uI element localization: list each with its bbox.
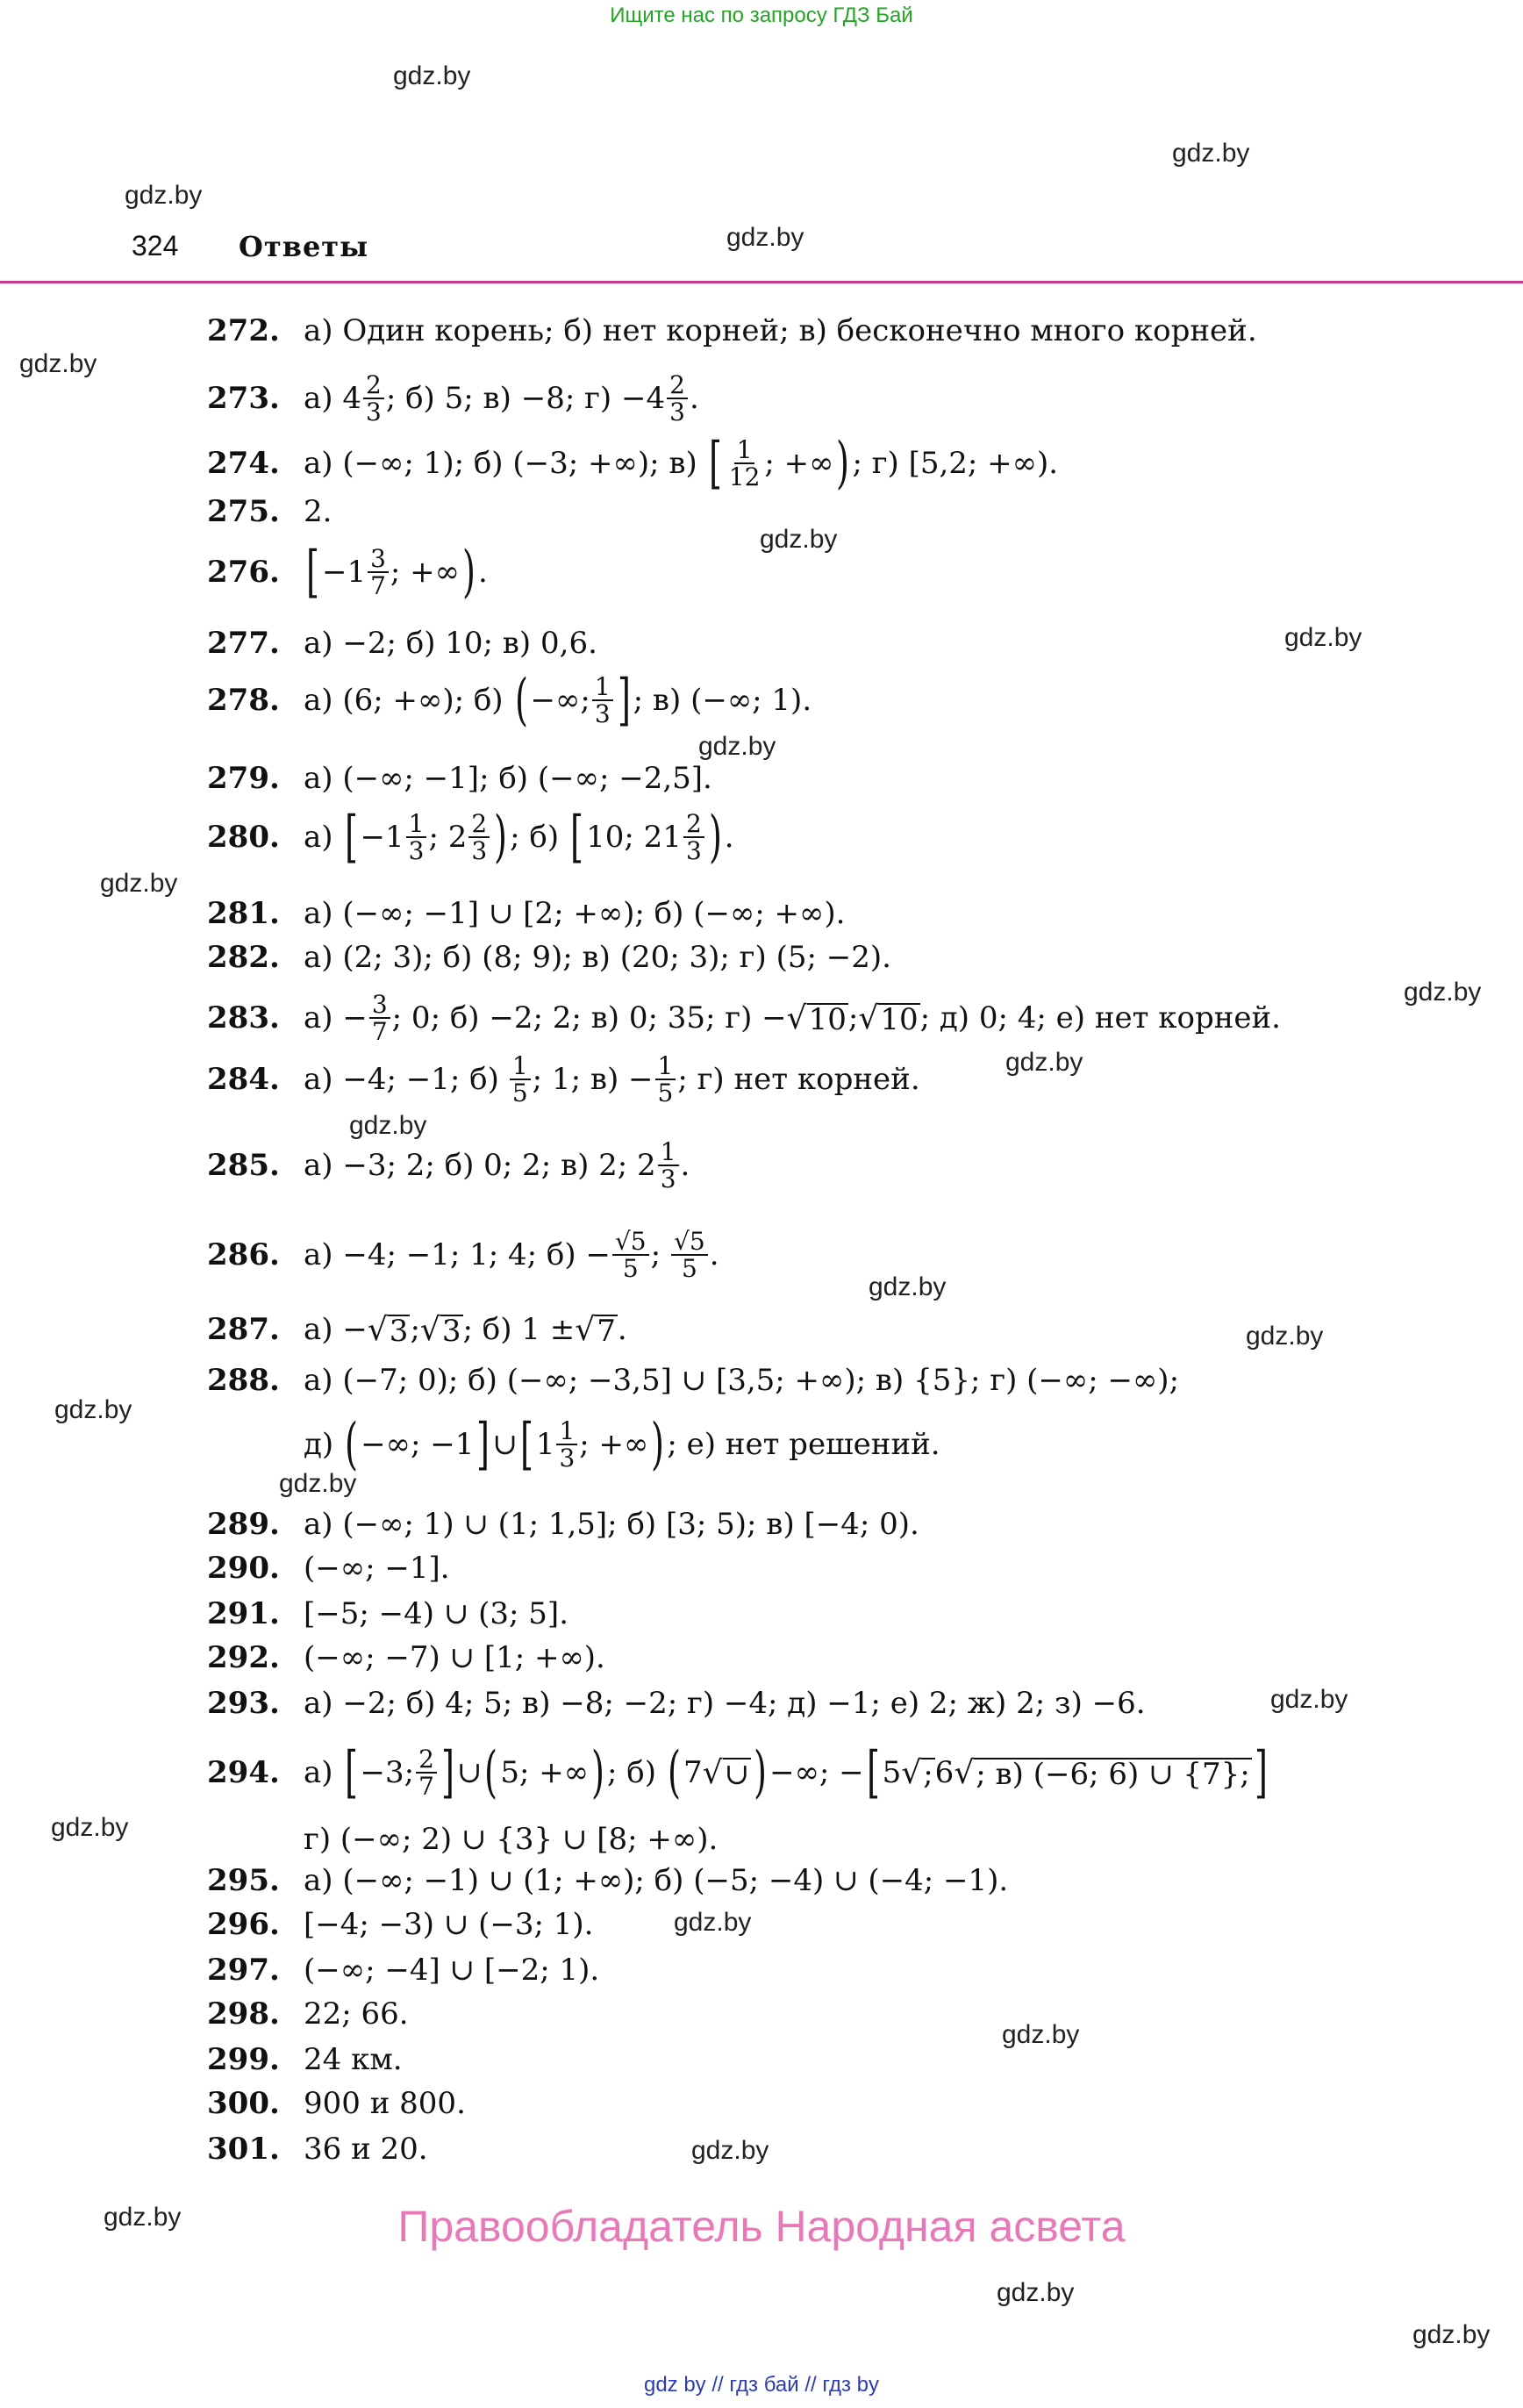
answer-text: [−4; −3) ∪ (−3; 1). xyxy=(304,1907,594,1942)
answer-number: 278. xyxy=(207,683,280,719)
watermark: gdz.by xyxy=(19,349,97,378)
answer-294-continuation xyxy=(304,1822,718,1857)
square-root: √ ; в) (−6; 6) ∪ {7}; xyxy=(954,1755,1250,1793)
answer-text: . xyxy=(477,555,488,591)
watermark: gdz.by xyxy=(279,1469,357,1498)
bracket: ) xyxy=(461,539,475,605)
answer-text: ; +∞ xyxy=(579,1427,649,1463)
bracket: ) xyxy=(708,804,722,870)
answer-text: −3; xyxy=(360,1755,415,1791)
answer-301 xyxy=(207,2132,428,2167)
bracket: [ xyxy=(708,430,722,496)
answer-text: ; в) (−∞; 1). xyxy=(633,683,812,719)
answer-text: а) −4; −1; 1; 4; б) − xyxy=(304,1237,611,1273)
answer-text: а) (6; +∞); б) xyxy=(304,683,504,719)
answer-276 xyxy=(207,539,488,605)
watermark: gdz.by xyxy=(760,525,838,554)
answer-text: −∞; xyxy=(530,683,590,719)
answer-282 xyxy=(207,940,891,975)
answer-296 xyxy=(207,1907,594,1942)
answer-number: 291. xyxy=(207,1596,280,1631)
answer-text: а) −2; б) 10; в) 0,6. xyxy=(304,626,597,661)
answer-text: ; +∞ xyxy=(390,555,460,591)
answer-text: [−5; −4) ∪ (3; 5]. xyxy=(304,1596,568,1631)
answer-text: ; б) xyxy=(510,820,560,856)
answer-number: 300. xyxy=(207,2086,280,2121)
answer-number: 281. xyxy=(207,896,280,931)
answer-text: а) (−∞; −1]; б) (−∞; −2,5]. xyxy=(304,761,712,796)
answer-text: 24 км. xyxy=(304,2042,403,2077)
fraction: $\frac{1}{5}$ xyxy=(655,1053,676,1107)
answer-text: −1 xyxy=(360,820,404,856)
answer-text: . xyxy=(724,820,734,856)
answer-294 xyxy=(207,1739,1270,1805)
answer-291 xyxy=(207,1596,568,1631)
answer-275 xyxy=(207,494,332,529)
watermark: gdz.by xyxy=(1002,2020,1080,2049)
answer-number: 299. xyxy=(207,2042,280,2077)
answer-text: 900 и 800. xyxy=(304,2086,466,2121)
answer-number: 279. xyxy=(207,761,280,796)
answer-290 xyxy=(207,1551,450,1586)
answer-274 xyxy=(207,430,1059,496)
answer-text: ; б) xyxy=(607,1755,657,1791)
copyright-owner: Правообладатель Народная асвета xyxy=(397,2202,1126,2251)
answer-number: 274. xyxy=(207,446,280,482)
answer-number: 287. xyxy=(207,1312,280,1347)
answer-text: а) (−∞; −1] ∪ [2; +∞); б) (−∞; +∞). xyxy=(304,896,846,931)
answer-299 xyxy=(207,2042,403,2077)
watermark: gdz.by xyxy=(51,1813,129,1842)
answer-293 xyxy=(207,1686,1146,1721)
watermark: gdz.by xyxy=(726,223,804,252)
answer-number: 298. xyxy=(207,1996,280,2032)
answer-288 xyxy=(207,1363,1180,1398)
answer-number: 273. xyxy=(207,381,280,417)
answer-283 xyxy=(207,992,1281,1045)
answer-272 xyxy=(207,313,1257,348)
footer-links[interactable]: gdz by // гдз бай // гдз by xyxy=(643,2373,880,2397)
answer-text: ; xyxy=(410,1312,420,1347)
fraction: $\frac{2}{7}$ xyxy=(416,1746,437,1800)
fraction: $\frac{2}{3}$ xyxy=(468,811,490,864)
answer-number: 288. xyxy=(207,1363,280,1398)
square-root: √ 7 xyxy=(575,1312,616,1349)
answer-text: . xyxy=(709,1237,719,1273)
answer-text: а) − xyxy=(304,1312,368,1347)
fraction: $\frac{1}{12}$ xyxy=(728,435,761,492)
answer-text: 36 и 20. xyxy=(304,2132,428,2167)
answer-number: 283. xyxy=(207,1000,280,1036)
bracket: ] xyxy=(1254,1739,1268,1805)
answer-295 xyxy=(207,1863,1009,1898)
answer-text: (−∞; −7) ∪ [1; +∞). xyxy=(304,1640,605,1675)
answer-text: а) (−∞; 1) ∪ (1; 1,5]; б) [3; 5); в) [−4; 0). xyxy=(304,1507,919,1542)
fraction: $\frac{2}{3}$ xyxy=(683,811,704,864)
answer-text: а) Один корень; б) нет корней; в) бесконечно много корней. xyxy=(304,313,1257,348)
answer-280 xyxy=(207,804,734,870)
watermark: gdz.by xyxy=(1246,1322,1324,1351)
answer-text: −∞; −1 xyxy=(361,1427,475,1463)
fraction: $\frac{√5}{5}$ xyxy=(612,1229,649,1282)
answer-number: 294. xyxy=(207,1755,280,1791)
answer-281 xyxy=(207,896,846,931)
answer-number: 285. xyxy=(207,1148,280,1184)
answer-text: а) 4 xyxy=(304,381,361,417)
bracket: [ xyxy=(866,1739,880,1805)
answer-number: 286. xyxy=(207,1237,280,1273)
answer-number: 292. xyxy=(207,1640,280,1675)
answer-text: а) (−∞; 1); б) (−3; +∞); в) xyxy=(304,446,697,482)
bracket: ) xyxy=(494,804,508,870)
answer-text: ; е) нет решений. xyxy=(667,1427,940,1463)
answer-292 xyxy=(207,1640,605,1675)
bracket: ) xyxy=(591,1739,605,1805)
watermark: gdz.by xyxy=(691,2136,769,2165)
answer-text: а) xyxy=(304,1755,333,1791)
answer-text: . xyxy=(680,1148,690,1184)
fraction: $\frac{2}{3}$ xyxy=(667,372,688,426)
answer-text: 7 xyxy=(683,1755,703,1791)
answer-text: 5 xyxy=(882,1755,902,1791)
answer-text: . xyxy=(689,381,699,417)
fraction: $\frac{1}{5}$ xyxy=(510,1053,531,1107)
bracket: [ xyxy=(344,1739,358,1805)
answer-text: ; xyxy=(847,1000,859,1036)
answer-text: ; xyxy=(650,1237,661,1273)
square-root: √ 3 xyxy=(419,1312,461,1349)
watermark: gdz.by xyxy=(1412,2320,1491,2349)
answer-text: 22; 66. xyxy=(304,1996,409,2032)
answer-285 xyxy=(207,1139,690,1193)
answer-text: ; 1; в) − xyxy=(532,1062,654,1098)
fraction: $\frac{3}{7}$ xyxy=(369,992,390,1045)
answer-text: 2. xyxy=(304,494,332,529)
watermark: gdz.by xyxy=(54,1395,132,1424)
watermark: gdz.by xyxy=(1404,978,1482,1007)
section-title: Ответы xyxy=(239,230,369,263)
answer-288-continuation xyxy=(304,1411,940,1477)
fraction: $\frac{3}{7}$ xyxy=(368,546,389,599)
fraction: $\frac{1}{3}$ xyxy=(556,1418,577,1472)
watermark: gdz.by xyxy=(393,61,471,90)
answer-text: 10; 21 xyxy=(586,820,682,856)
answer-text: а) −3; 2; б) 0; 2; в) 2; 2 xyxy=(304,1148,656,1184)
answer-text: а) −2; б) 4; 5; в) −8; −2; г) −4; д) −1; е) 2; ж) 2; з) −6. xyxy=(304,1686,1146,1721)
answer-number: 284. xyxy=(207,1062,280,1098)
bracket: [ xyxy=(344,804,358,870)
answer-text: ; д) 0; 4; е) нет корней. xyxy=(919,1000,1281,1036)
answer-289 xyxy=(207,1507,919,1542)
answer-284 xyxy=(207,1053,920,1107)
answer-number: 297. xyxy=(207,1953,280,1988)
answer-279 xyxy=(207,761,712,796)
answer-text: а) − xyxy=(304,1000,368,1036)
square-root: √ 10 xyxy=(858,1000,919,1038)
answer-number: 301. xyxy=(207,2132,280,2167)
answer-text: −1 xyxy=(321,555,367,591)
watermark: gdz.by xyxy=(349,1111,427,1140)
square-root: √ ; xyxy=(901,1755,933,1793)
bracket: ( xyxy=(484,1739,498,1805)
answer-number: 293. xyxy=(207,1686,280,1721)
answer-text: −∞; − xyxy=(769,1755,864,1791)
answer-number: 280. xyxy=(207,820,280,856)
answer-number: 282. xyxy=(207,940,280,975)
watermark: gdz.by xyxy=(1005,1048,1083,1077)
answer-number: 295. xyxy=(207,1863,280,1898)
answer-277 xyxy=(207,626,597,661)
answer-text: а) (−∞; −1) ∪ (1; +∞); б) (−5; −4) ∪ (−4; −1). xyxy=(304,1863,1009,1898)
fraction: $\frac{1}{3}$ xyxy=(406,811,427,864)
answer-text: ; 2 xyxy=(428,820,468,856)
watermark: gdz.by xyxy=(100,869,178,898)
answer-text: 5; +∞ xyxy=(500,1755,590,1791)
answer-278 xyxy=(207,667,812,733)
answer-number: 276. xyxy=(207,555,280,591)
bracket: ] xyxy=(440,1739,454,1805)
answer-text: ; б) 5; в) −8; г) −4 xyxy=(385,381,666,417)
fraction: $\frac{√5}{5}$ xyxy=(671,1229,708,1282)
answer-text: а) xyxy=(304,820,333,856)
top-banner[interactable]: Ищите нас по запросу ГДЗ Бай xyxy=(610,4,913,27)
bracket: [ xyxy=(519,1411,533,1477)
answer-text: ; г) нет корней. xyxy=(677,1062,920,1098)
answer-number: 290. xyxy=(207,1551,280,1586)
answer-text: ∪ xyxy=(492,1427,518,1463)
watermark: gdz.by xyxy=(869,1272,947,1301)
square-root: √ 3 xyxy=(367,1312,409,1349)
bracket: [ xyxy=(305,539,319,605)
answer-text: ; б) 1 ± xyxy=(462,1312,576,1347)
answer-text: 1 xyxy=(535,1427,555,1463)
answer-number: 277. xyxy=(207,626,280,661)
answer-text: 6 xyxy=(934,1755,955,1791)
watermark: gdz.by xyxy=(1172,139,1250,168)
page-number: 324 xyxy=(132,230,179,262)
bracket: [ xyxy=(570,804,584,870)
answer-text: ∪ xyxy=(456,1755,483,1791)
bracket: ( xyxy=(345,1411,359,1477)
answer-286 xyxy=(207,1229,719,1282)
watermark: gdz.by xyxy=(125,181,203,210)
bracket: ) xyxy=(651,1411,665,1477)
watermark: gdz.by xyxy=(1270,1685,1348,1714)
bracket: ) xyxy=(754,1739,768,1805)
answer-273 xyxy=(207,372,699,426)
answer-text: г) (−∞; 2) ∪ {3} ∪ [8; +∞). xyxy=(304,1822,719,1857)
fraction: $\frac{1}{3}$ xyxy=(592,674,613,727)
header-divider xyxy=(0,281,1523,283)
bracket: ( xyxy=(668,1739,682,1805)
watermark: gdz.by xyxy=(997,2278,1075,2307)
watermark: gdz.by xyxy=(698,732,776,761)
answer-number: 289. xyxy=(207,1507,280,1542)
answer-287 xyxy=(207,1312,627,1349)
answer-text: д) xyxy=(304,1427,334,1463)
answer-number: 296. xyxy=(207,1907,280,1942)
answer-text: ; 0; б) −2; 2; в) 0; 35; г) − xyxy=(391,1000,787,1036)
bracket: ) xyxy=(836,430,850,496)
answer-text: (−∞; −4] ∪ [−2; 1). xyxy=(304,1953,600,1988)
square-root: √ 10 xyxy=(786,1000,847,1038)
watermark: gdz.by xyxy=(1284,623,1362,652)
answer-text: (−∞; −1]. xyxy=(304,1551,450,1586)
fraction: $\frac{2}{3}$ xyxy=(363,372,384,426)
answer-text: . xyxy=(617,1312,627,1347)
bracket: ] xyxy=(476,1411,490,1477)
answer-number: 272. xyxy=(207,313,280,348)
answer-text: ; +∞ xyxy=(764,446,834,482)
bracket: ( xyxy=(514,667,528,733)
square-root: √ ∪ xyxy=(702,1755,750,1793)
answer-300 xyxy=(207,2086,466,2121)
answer-text: а) (2; 3); б) (8; 9); в) (20; 3); г) (5; −2). xyxy=(304,940,891,975)
answer-text: а) −4; −1; б) xyxy=(304,1062,499,1098)
answer-297 xyxy=(207,1953,600,1988)
fraction: $\frac{1}{3}$ xyxy=(658,1139,679,1193)
answer-298 xyxy=(207,1996,409,2032)
answer-number: 275. xyxy=(207,494,280,529)
answer-text: ; г) [5,2; +∞). xyxy=(852,446,1059,482)
watermark: gdz.by xyxy=(674,1908,752,1937)
answer-text: а) (−7; 0); б) (−∞; −3,5] ∪ [3,5; +∞); в) {5}; г) (−∞; −∞); xyxy=(304,1363,1180,1398)
watermark: gdz.by xyxy=(104,2203,182,2232)
bracket: ] xyxy=(617,667,631,733)
